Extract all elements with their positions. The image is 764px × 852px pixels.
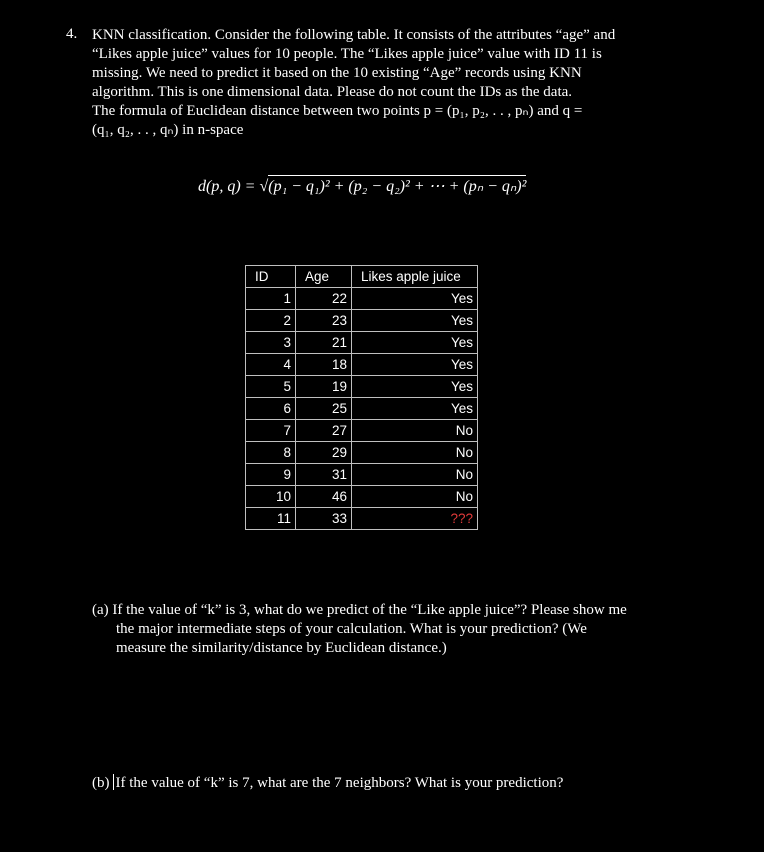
cell-age: 46 bbox=[296, 486, 352, 508]
part-b-question bbox=[92, 774, 563, 792]
cell-id: 9 bbox=[246, 464, 296, 486]
table-row bbox=[246, 288, 478, 310]
question-line: algorithm. This is one dimensional data. Please do not count the IDs as the data. bbox=[92, 84, 573, 100]
euclidean-distance-formula bbox=[198, 176, 526, 196]
cell-likes: No bbox=[352, 420, 478, 442]
cell-likes: No bbox=[352, 464, 478, 486]
cell-age: 18 bbox=[296, 354, 352, 376]
cell-age: 33 bbox=[296, 508, 352, 530]
cell-age: 23 bbox=[296, 310, 352, 332]
cell-likes-missing: ??? bbox=[352, 508, 478, 530]
cell-age: 21 bbox=[296, 332, 352, 354]
part-a-line: measure the similarity/distance by Euclidean distance.) bbox=[116, 640, 447, 656]
part-b-text: If the value of “k” is 7, what are the 7 neighbors? What is your prediction? bbox=[115, 775, 564, 791]
part-a-line: the major intermediate steps of your calculation. What is your prediction? (We bbox=[116, 621, 587, 637]
cell-id: 11 bbox=[246, 508, 296, 530]
cell-likes: Yes bbox=[352, 288, 478, 310]
cell-id: 3 bbox=[246, 332, 296, 354]
question-number: 4. bbox=[66, 26, 78, 42]
table-row bbox=[246, 354, 478, 376]
cell-id: 1 bbox=[246, 288, 296, 310]
part-b-label: (b) bbox=[92, 775, 110, 791]
header-age: Age bbox=[296, 266, 352, 288]
part-a-line: (a) If the value of “k” is 3, what do we predict of the “Like apple juice”? Please show me bbox=[92, 602, 627, 618]
sqrt-symbol: √ bbox=[259, 178, 269, 195]
table-row bbox=[246, 376, 478, 398]
cell-age: 25 bbox=[296, 398, 352, 420]
age-juice-table bbox=[245, 265, 478, 530]
cell-age: 27 bbox=[296, 420, 352, 442]
question-text bbox=[92, 26, 712, 140]
cell-likes: Yes bbox=[352, 376, 478, 398]
cell-id: 5 bbox=[246, 376, 296, 398]
cell-age: 22 bbox=[296, 288, 352, 310]
cell-likes: Yes bbox=[352, 332, 478, 354]
cell-id: 10 bbox=[246, 486, 296, 508]
question-line: missing. We need to predict it based on the 10 existing “Age” records using KNN bbox=[92, 65, 582, 81]
table-row bbox=[246, 420, 478, 442]
table-row bbox=[246, 332, 478, 354]
table-header-row bbox=[246, 266, 478, 288]
table-row bbox=[246, 442, 478, 464]
table-row bbox=[246, 486, 478, 508]
cell-likes: Yes bbox=[352, 310, 478, 332]
cell-age: 31 bbox=[296, 464, 352, 486]
cell-id: 8 bbox=[246, 442, 296, 464]
cell-id: 4 bbox=[246, 354, 296, 376]
text-cursor bbox=[113, 774, 114, 790]
question-line: KNN classification. Consider the following table. It consists of the attributes “age” and bbox=[92, 27, 616, 43]
formula-radicand: (p₁ − q₁)² + (p₂ − q₂)² + ⋯ + (pₙ − qₙ)² bbox=[268, 175, 526, 195]
table-row-missing bbox=[246, 508, 478, 530]
cell-likes: Yes bbox=[352, 354, 478, 376]
table-row bbox=[246, 310, 478, 332]
cell-likes: Yes bbox=[352, 398, 478, 420]
cell-likes: No bbox=[352, 486, 478, 508]
table-row bbox=[246, 398, 478, 420]
table-row bbox=[246, 464, 478, 486]
cell-age: 29 bbox=[296, 442, 352, 464]
part-a-question bbox=[92, 601, 712, 658]
question-line: (q₁, q₂, . . , qₙ) in n-space bbox=[92, 122, 244, 138]
header-likes: Likes apple juice bbox=[352, 266, 478, 288]
cell-age: 19 bbox=[296, 376, 352, 398]
header-id: ID bbox=[246, 266, 296, 288]
cell-id: 2 bbox=[246, 310, 296, 332]
question-line: The formula of Euclidean distance between two points p = (p₁, p₂, . . , pₙ) and q = bbox=[92, 103, 583, 119]
question-line: “Likes apple juice” values for 10 people. The “Likes apple juice” value with ID 11 is bbox=[92, 46, 602, 62]
cell-id: 6 bbox=[246, 398, 296, 420]
formula-lhs: d(p, q) = bbox=[198, 178, 260, 195]
cell-likes: No bbox=[352, 442, 478, 464]
cell-id: 7 bbox=[246, 420, 296, 442]
